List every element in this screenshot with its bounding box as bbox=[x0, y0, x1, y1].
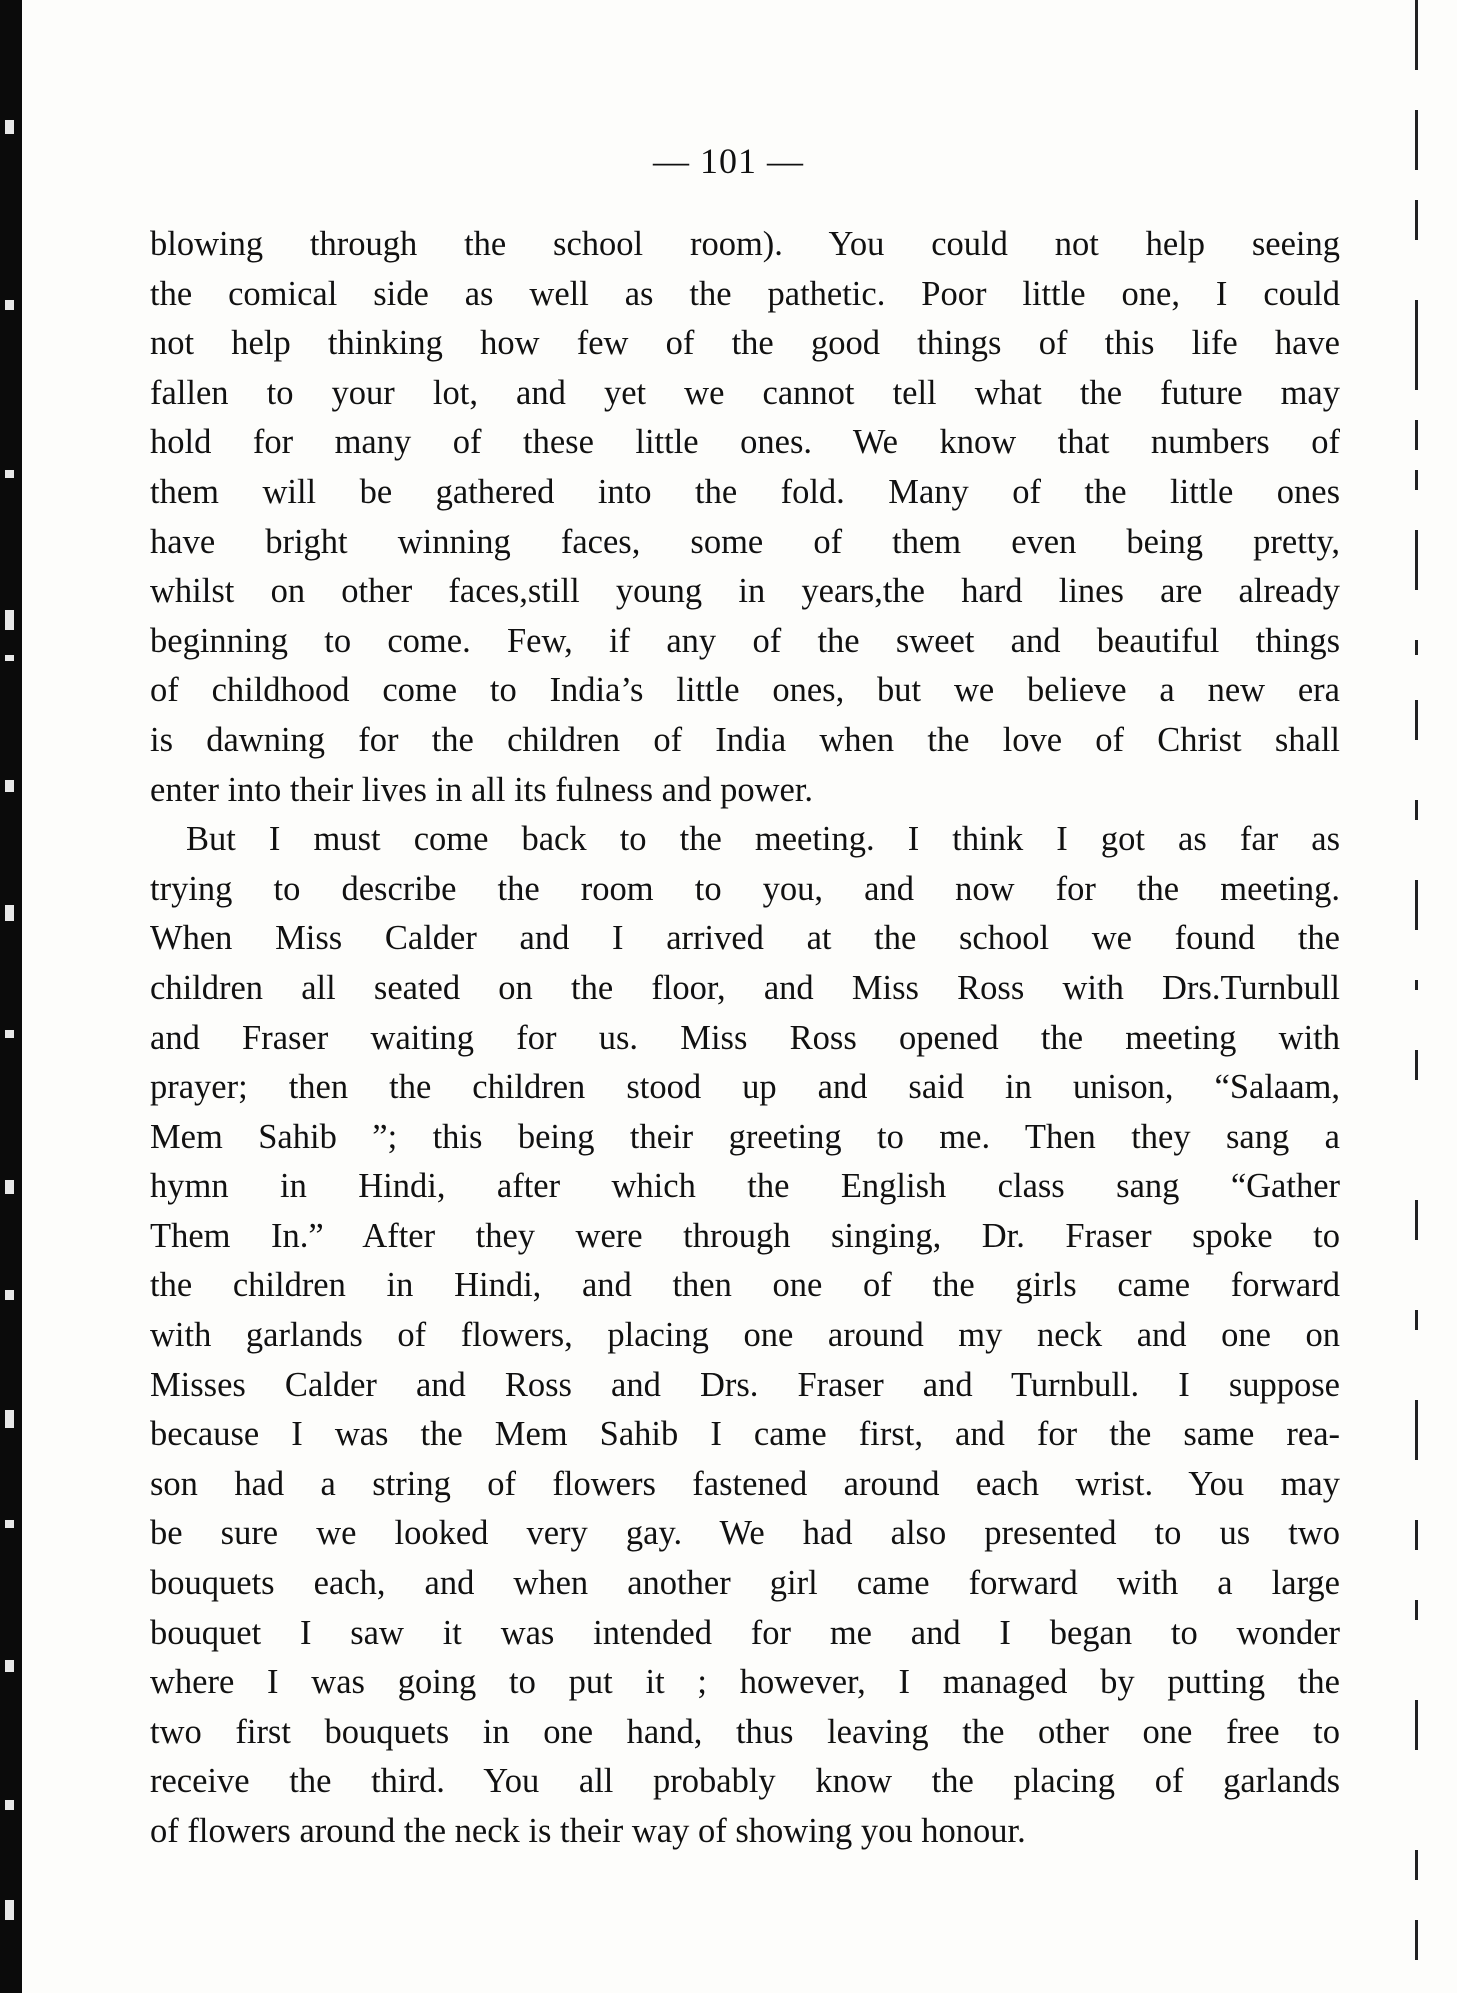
text-line: blowing through the school room). You could not help seeing bbox=[150, 225, 1340, 263]
text-line: children all seated on the floor, and Miss Ross with Drs.Turnbull bbox=[150, 968, 1340, 1007]
body-text bbox=[150, 220, 1340, 1857]
paragraph-1 bbox=[150, 220, 1340, 815]
text-line: the children in Hindi, and then one of the girls came forward bbox=[150, 1266, 1340, 1305]
text-line: hold for many of these little ones. We know that numbers of bbox=[150, 423, 1340, 462]
text-line: When Miss Calder and I arrived at the school we found the bbox=[150, 919, 1340, 958]
text-line: of flowers around the neck is their way of showing you honour. bbox=[150, 1812, 1026, 1850]
text-line: Misses Calder and Ross and Drs. Fraser and Turnbull. I suppose bbox=[150, 1365, 1340, 1404]
text-line: fallen to your lot, and yet we cannot tell what the future may bbox=[150, 373, 1340, 412]
text-line: son had a string of flowers fastened around each wrist. You may bbox=[150, 1464, 1340, 1503]
text-line: them will be gathered into the fold. Many of the little ones bbox=[150, 472, 1340, 511]
text-line: Mem Sahib ”; this being their greeting to me. Then they sang a bbox=[150, 1117, 1340, 1156]
paragraph-2 bbox=[150, 815, 1340, 1856]
text-line: bouquet I saw it was intended for me and I began to wonder bbox=[150, 1613, 1340, 1652]
text-line: bouquets each, and when another girl came forward with a large bbox=[150, 1564, 1340, 1603]
text-line: But I must come back to the meeting. I think I got as far as bbox=[186, 820, 1340, 859]
text-line: two first bouquets in one hand, thus leaving the other one free to bbox=[150, 1712, 1340, 1751]
text-line: and Fraser waiting for us. Miss Ross opened the meeting with bbox=[150, 1018, 1340, 1057]
binding-edge bbox=[0, 0, 22, 1993]
text-line: trying to describe the room to you, and now for the meeting. bbox=[150, 869, 1340, 908]
text-line: where I was going to put it ; however, I managed by putting the bbox=[150, 1663, 1340, 1702]
text-line: enter into their lives in all its fulness and power. bbox=[150, 770, 814, 809]
page-edge-rule bbox=[1415, 0, 1419, 1993]
page-number: — 101 — bbox=[653, 141, 804, 181]
text-line: be sure we looked very gay. We had also presented to us two bbox=[150, 1514, 1340, 1553]
text-line: receive the third. You all probably know the placing of garlands bbox=[150, 1762, 1340, 1801]
text-line: Them In.” After they were through singing, Dr. Fraser spoke to bbox=[150, 1216, 1340, 1255]
text-line: is dawning for the children of India when the love of Christ shall bbox=[150, 720, 1340, 759]
text-line: of childhood come to India’s little ones, but we believe a new era bbox=[150, 671, 1340, 710]
text-line: hymn in Hindi, after which the English class sang “Gather bbox=[150, 1167, 1340, 1206]
text-line: whilst on other faces,still young in years,the hard lines are already bbox=[150, 572, 1340, 611]
text-line: not help thinking how few of the good things of this life have bbox=[150, 324, 1340, 363]
text-line: have bright winning faces, some of them even being pretty, bbox=[150, 522, 1340, 561]
text-line: because I was the Mem Sahib I came first, and for the same rea- bbox=[150, 1415, 1340, 1454]
text-line: prayer; then the children stood up and said in unison, “Salaam, bbox=[150, 1068, 1340, 1107]
text-line: beginning to come. Few, if any of the sweet and beautiful things bbox=[150, 621, 1340, 660]
text-line: with garlands of flowers, placing one around my neck and one on bbox=[150, 1316, 1340, 1355]
text-line: the comical side as well as the pathetic. Poor little one, I could bbox=[150, 274, 1340, 313]
